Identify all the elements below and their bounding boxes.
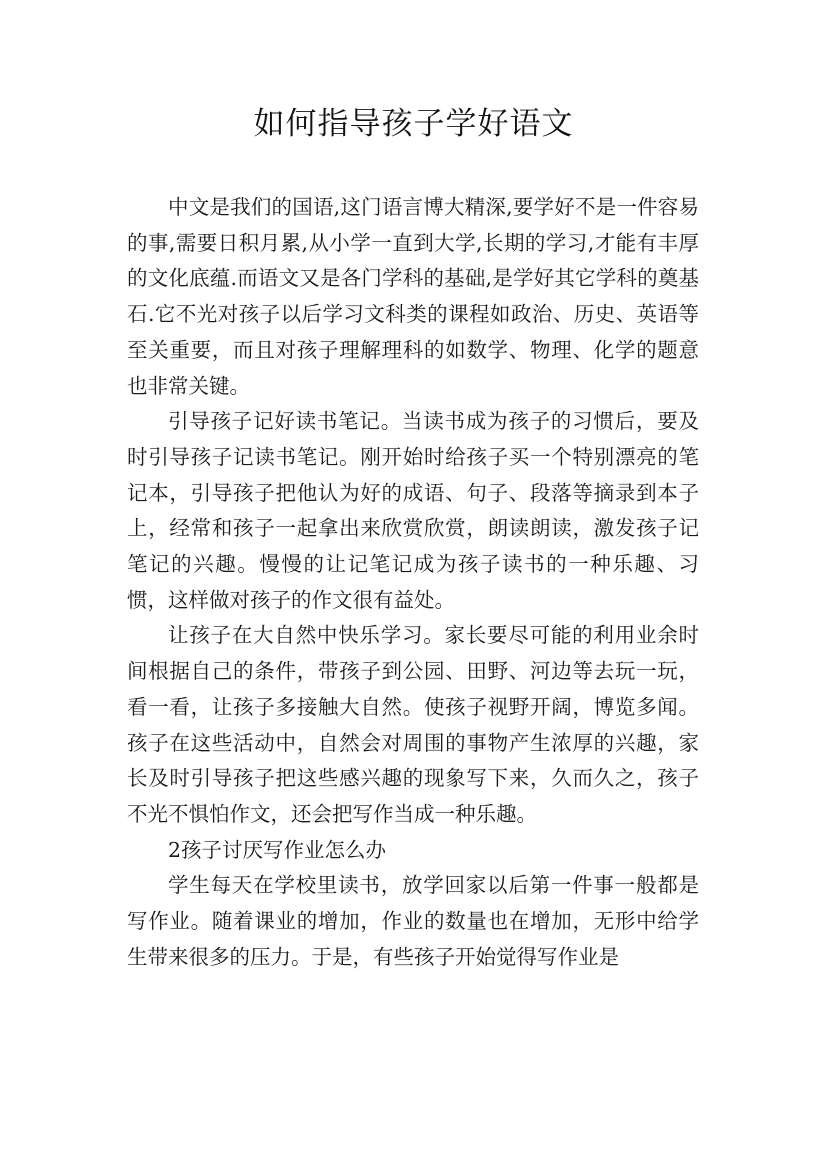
paragraph-nature-learning: 让孩子在大自然中快乐学习。家长要尽可能的利用业余时间根据自己的条件，带孩子到公园、田野、河边等去玩一玩，看一看，让孩子多接触大自然。使孩子视野开阔，博览多闻。孩子在这些活动中，自然会对周围的事物产生浓厚的兴趣，家长及时引导孩子把这些感兴趣的现象写下来，久而久之，孩子不光不惧怕作文，还会把写作当成一种乐趣。 [127,623,699,826]
section-subheading: 2孩子讨厌写作业怎么办 [168,837,387,862]
document-title: 如何指导孩子学好语文 [253,106,574,142]
paragraph-reading-notes: 引导孩子记好读书笔记。当读书成为孩子的习惯后，要及时引导孩子记读书笔记。刚开始时给孩子买一个特别漂亮的笔记本，引导孩子把他认为好的成语、句子、段落等摘录到本子上，经常和孩子一起拿出来欣赏欣赏，朗读朗读，激发孩子记笔记的兴趣。慢慢的让记笔记成为孩子读书的一种乐趣、习惯，这样做对孩子的作文很有益处。 [127,409,699,612]
document-body [127,190,699,975]
paragraph-intro: 中文是我们的国语,这门语言博大精深,要学好不是一件容易的事,需要日积月累,从小学一直到大学,长期的学习,才能有丰厚的文化底蕴.而语文又是各门学科的基础,是学好其它学科的奠基石.它不光对孩子以后学习文科类的课程如政治、历史、英语等至关重要，而且对孩子理解理科的如数学、物理、化学的题意也非常关键。 [127,195,699,398]
paragraph-homework: 学生每天在学校里读书，放学回家以后第一件事一般都是写作业。随着课业的增加，作业的数量也在增加，无形中给学生带来很多的压力。于是，有些孩子开始觉得写作业是 [127,873,699,969]
